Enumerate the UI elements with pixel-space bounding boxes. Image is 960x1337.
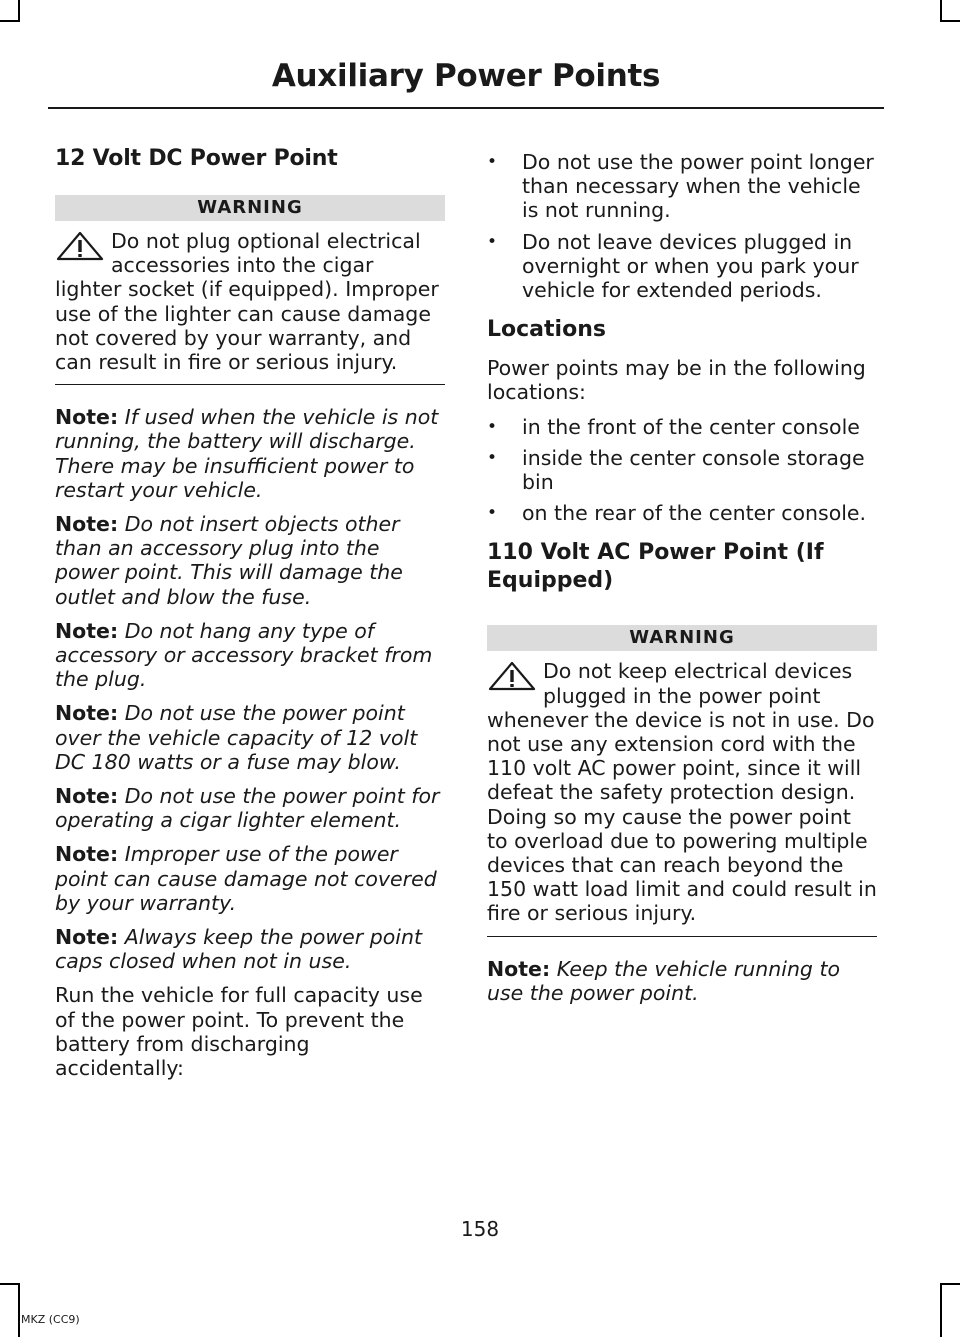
note [55, 405, 445, 502]
body-paragraph: Run the vehicle for full capacity use of the power point. To prevent the battery from discharging accidentally: [55, 983, 423, 1081]
model-code: MKZ (CC9) [21, 1313, 80, 1326]
list-item: • on the rear of the center console. [487, 501, 877, 525]
note-label: Note: [55, 701, 119, 726]
section-title-110v [487, 539, 877, 595]
note-label: Note: [55, 618, 119, 643]
right-column [487, 150, 877, 1015]
warning-triangle-icon [55, 231, 105, 261]
locations-intro: Power points may be in the following locations: [487, 356, 866, 405]
page-number: 158 [460, 1217, 500, 1241]
section-title-suffix: (If Equipped) [487, 540, 824, 594]
note-text: Improper use of the power point can cause damage not covered by your warranty. [55, 842, 437, 915]
note-text: Keep the vehicle running to use the power point. [487, 956, 841, 1005]
note [55, 784, 445, 832]
section-title-locations: Locations [487, 317, 606, 343]
note-label: Note: [55, 512, 119, 537]
note-text: If used when the vehicle is not running, the battery will discharge. There may be insufficient power to restart your vehicle. [55, 405, 439, 502]
warning-text: Do not keep electrical devices plugged in the power point whenever the device is not in use. Do not use any extension cord with the 110 volt AC power point, since it will defeat the safety protection design. Doing so my cause the power point to overload due to powering multiple devices that can reach beyond the 150 watt load limit and could result in fire or serious injury. [487, 659, 877, 926]
note-label: Note: [55, 405, 119, 430]
warning-box [487, 659, 877, 936]
crop-mark [940, 20, 960, 22]
note-text: Do not insert objects other than an accessory plug into the power point. This will damage the outlet and blow the fuse. [55, 512, 403, 609]
left-column [55, 145, 445, 1080]
note [55, 925, 445, 973]
list-item: • inside the center console storage bin [487, 446, 877, 494]
note [55, 619, 445, 692]
note-text: Do not use the power point over the vehicle capacity of 12 volt DC 180 watts or a fuse may blow. [55, 701, 418, 774]
note-text: Always keep the power point caps closed when not in use. [55, 925, 423, 974]
note-label: Note: [55, 842, 119, 867]
crop-mark [0, 1283, 20, 1285]
note-text: Do not use the power point for operating a cigar lighter element. [55, 784, 440, 833]
note [55, 701, 445, 774]
warning-label: WARNING [487, 625, 877, 651]
note [55, 842, 445, 915]
section-title-12v: 12 Volt DC Power Point [55, 146, 338, 171]
section-title-text: 110 Volt AC Power Point [487, 540, 789, 566]
locations-list [487, 415, 877, 526]
note-label: Note: [55, 784, 119, 809]
note-text: Do not hang any type of accessory or accessory bracket from the plug. [55, 618, 433, 692]
crop-mark [18, 1283, 20, 1337]
warning-text: Do not plug optional electrical accessories into the cigar lighter socket (if equipped). Improper use of the lighter can cause damage not covered by your warranty, and can result in fire or serious injury. [55, 229, 439, 375]
list-item: • Do not use the power point longer than necessary when the vehicle is not running. [487, 150, 877, 223]
crop-mark [0, 20, 20, 22]
bullet-list [487, 150, 877, 302]
warning-triangle-icon [487, 661, 537, 691]
page-title: Auxiliary Power Points [271, 58, 661, 94]
crop-mark [940, 1283, 960, 1285]
crop-mark [940, 1283, 942, 1337]
note-label: Note: [55, 925, 119, 950]
note-label: Note: [487, 956, 551, 981]
warning-box [55, 229, 445, 385]
note [55, 512, 445, 609]
warning-label: WARNING [55, 195, 445, 221]
header-divider [48, 107, 884, 109]
crop-mark [940, 0, 942, 22]
note [487, 957, 877, 1005]
crop-mark [18, 0, 20, 22]
list-item: • Do not leave devices plugged in overnight or when you park your vehicle for extended periods. [487, 230, 877, 303]
list-item: • in the front of the center console [487, 415, 877, 439]
